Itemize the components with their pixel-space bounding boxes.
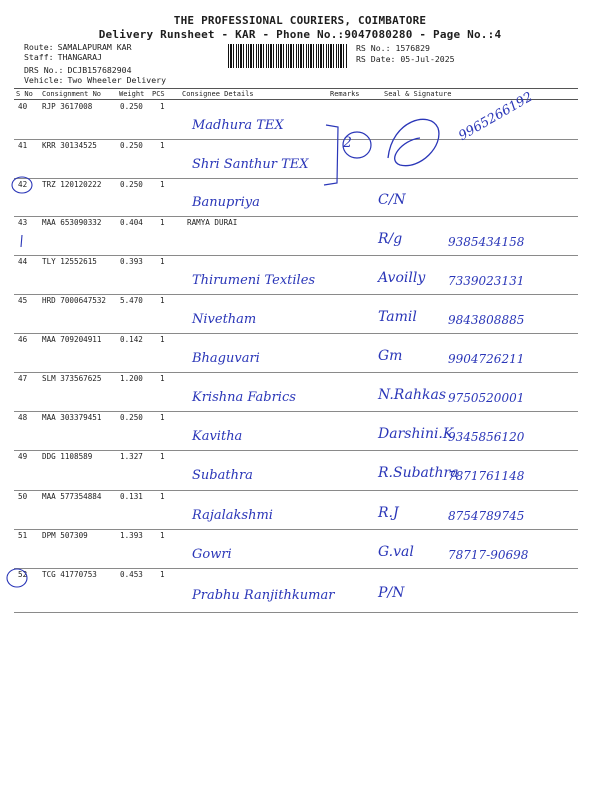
- row-weight: 1.327: [120, 452, 143, 461]
- handwritten-signature: Gm: [378, 347, 403, 364]
- rs-date-line: RS Date: 05-Jul-2025: [356, 54, 455, 64]
- handwritten-phone: 7871761148: [448, 469, 525, 484]
- handwritten-phone: 9345856120: [448, 429, 525, 444]
- row-pcs: 1: [160, 492, 165, 501]
- row-sno: 51: [18, 531, 28, 540]
- col-header-remarks: Remarks: [330, 90, 360, 98]
- row-consignment: MAA 577354884: [42, 492, 102, 501]
- row-consignment: MAA 709204911: [42, 335, 102, 344]
- handwritten-signature: Avoilly: [378, 269, 426, 286]
- row-sno: 47: [18, 374, 28, 383]
- row-pcs: 1: [160, 452, 165, 461]
- row-sno: 42: [18, 180, 28, 189]
- row-weight: 0.393: [120, 257, 143, 266]
- handwritten-signature: R.Subathra: [378, 465, 459, 482]
- handwritten-signature: R.J: [378, 504, 399, 521]
- vehicle-line: Vehicle: Two Wheeler Delivery: [24, 75, 167, 85]
- row-weight: 0.250: [120, 102, 143, 111]
- row-weight: 0.250: [120, 180, 143, 189]
- staff-value: THANGARAJ: [57, 52, 102, 62]
- handwritten-consignee: Prabhu Ranjithkumar: [192, 587, 335, 603]
- col-header-seal: Seal & Signature: [384, 90, 452, 98]
- row-sno: 44: [18, 257, 28, 266]
- row-consignment: MAA 653090332: [42, 218, 102, 227]
- handwritten-signature: R/g: [378, 230, 403, 247]
- company-title: THE PROFESSIONAL COURIERS, COIMBATORE: [173, 14, 427, 27]
- row-printed-consignee: RAMYA DURAI: [187, 218, 238, 227]
- col-header-sno: S No: [16, 90, 33, 98]
- row-pcs: 1: [160, 335, 165, 344]
- handwritten-consignee: Rajalakshmi: [192, 507, 273, 523]
- row-weight: 0.142: [120, 335, 143, 344]
- row-sno: 41: [18, 141, 28, 150]
- handwritten-consignee: Bhaguvari: [192, 350, 260, 366]
- row-consignment: TRZ 120120222: [42, 180, 102, 189]
- row-pcs: 1: [160, 570, 165, 579]
- col-header-consignment: Consignment No: [42, 90, 102, 98]
- row-sno: 45: [18, 296, 28, 305]
- handwritten-phone: 7339023131: [448, 273, 525, 288]
- handwritten-phone: 9385434158: [448, 234, 525, 249]
- handwritten-signature: C/N: [378, 192, 406, 209]
- handwritten-signature: Darshini.K: [378, 425, 454, 442]
- row-pcs: 1: [160, 257, 165, 266]
- row-consignment: MAA 303379451: [42, 413, 102, 422]
- runsheet-subtitle: Delivery Runsheet - KAR - Phone No.:9047080280 - Page No.:4: [98, 28, 502, 41]
- row-consignment: DDG 1108589: [42, 452, 93, 461]
- handwritten-phone-top: 9965266192: [456, 89, 536, 144]
- row-consignment: KRR 30134525: [42, 141, 97, 150]
- col-header-weight: Weight: [119, 90, 145, 98]
- handwritten-consignee: Subathra: [192, 468, 253, 483]
- row-pcs: 1: [160, 296, 165, 305]
- col-header-pcs: PCS: [152, 90, 165, 98]
- handwritten-signature: P/N: [378, 584, 405, 601]
- rs-no-value: 1576829: [395, 43, 430, 53]
- route-line: Route: SAMALAPURAM KAR: [24, 42, 132, 52]
- row-pcs: 1: [160, 102, 165, 111]
- staff-line: Staff: THANGARAJ: [24, 52, 102, 62]
- row-consignment: TLY 12552615: [42, 257, 97, 266]
- handwritten-signature: Tamil: [378, 308, 417, 325]
- row-consignment: HRD 7000647532: [42, 296, 107, 305]
- handwritten-consignee: Gowri: [192, 546, 232, 562]
- handwritten-phone: 78717-90698: [448, 547, 529, 562]
- handwritten-phone: 8754789745: [448, 508, 525, 523]
- drs-value: DCJB157682904: [67, 65, 132, 75]
- row-weight: 0.131: [120, 492, 143, 501]
- handwritten-consignee: Nivetham: [192, 311, 257, 327]
- row-weight: 0.250: [120, 141, 143, 150]
- handwritten-consignee: Shri Santhur TEX: [192, 156, 309, 172]
- handwritten-phone: 9843808885: [448, 312, 525, 327]
- handwritten-signature: N.Rahkas: [378, 386, 447, 403]
- row-pcs: 1: [160, 531, 165, 540]
- row-sno: 50: [18, 492, 28, 501]
- row-weight: 0.404: [120, 218, 143, 227]
- col-header-consignee: Consignee Details: [182, 90, 254, 98]
- row-pcs: 1: [160, 180, 165, 189]
- row-pcs: 1: [160, 218, 165, 227]
- row-sno: 52: [18, 570, 28, 579]
- handwritten-consignee: Thirumeni Textiles: [192, 272, 316, 288]
- row-weight: 1.393: [120, 531, 143, 540]
- route-value: SAMALAPURAM KAR: [57, 42, 132, 52]
- row-pcs: 1: [160, 141, 165, 150]
- row-sno: 48: [18, 413, 28, 422]
- row-consignment: SLM 373567625: [42, 374, 102, 383]
- row-pcs: 1: [160, 374, 165, 383]
- row-sno: 46: [18, 335, 28, 344]
- row-weight: 1.200: [120, 374, 143, 383]
- row-pcs: 1: [160, 413, 165, 422]
- handwritten-signature: G.val: [378, 543, 414, 560]
- row-sno: 49: [18, 452, 28, 461]
- circled-number: 2: [343, 135, 352, 151]
- row-sno: 43: [18, 218, 28, 227]
- row-consignment: RJP 3617008: [42, 102, 93, 111]
- handwritten-consignee: Madhura TEX: [192, 117, 284, 133]
- handwritten-consignee: Krishna Fabrics: [192, 389, 296, 405]
- handwritten-consignee: Banupriya: [192, 195, 260, 211]
- handwritten-phone: 9750520001: [448, 390, 525, 405]
- row-weight: 5.470: [120, 296, 143, 305]
- handwritten-phone: 9904726211: [448, 351, 525, 366]
- vehicle-value: Two Wheeler Delivery: [67, 75, 167, 85]
- row-sno: 40: [18, 102, 28, 111]
- drs-line: DRS No.: DCJB157682904: [24, 65, 132, 75]
- row-consignment: DPM 507309: [42, 531, 88, 540]
- row-consignment: TCG 41770753: [42, 570, 97, 579]
- row-weight: 0.453: [120, 570, 143, 579]
- handwritten-consignee: Kavitha: [192, 428, 243, 444]
- rs-date-value: 05-Jul-2025: [400, 54, 455, 64]
- row-weight: 0.250: [120, 413, 143, 422]
- rs-no-line: RS No.: 1576829: [356, 43, 430, 53]
